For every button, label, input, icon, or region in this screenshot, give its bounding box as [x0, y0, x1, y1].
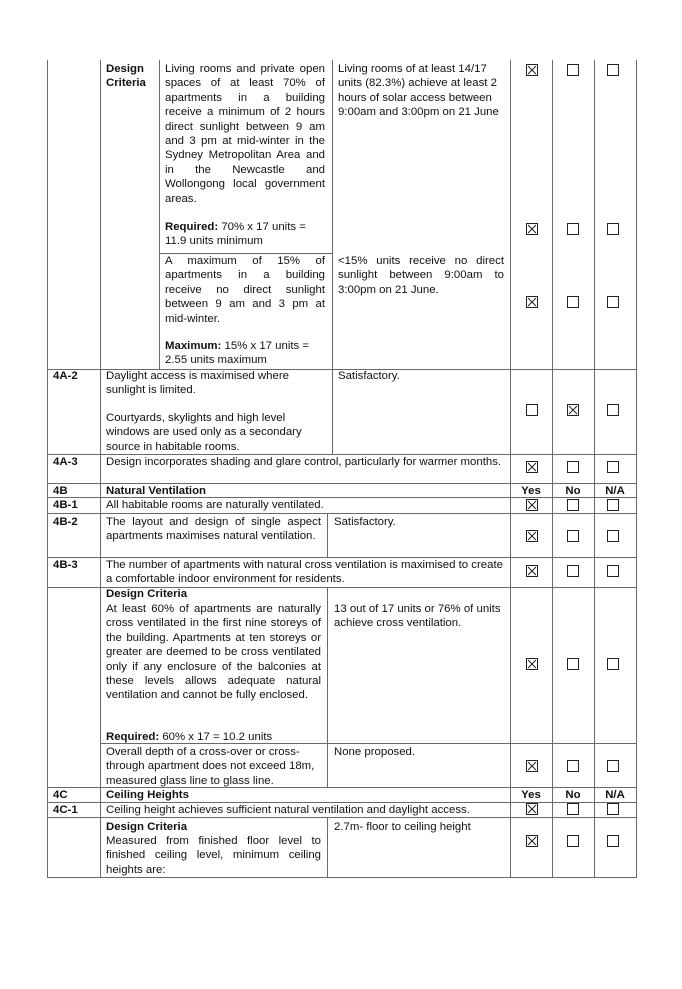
checkbox-yes-r2[interactable]: [526, 296, 538, 308]
single-aspect-text: The layout and design of single aspect apartments maximises natural ventilation.: [106, 516, 321, 543]
checkbox-na-4B-2[interactable]: [607, 530, 619, 542]
header-yes: Yes: [521, 485, 541, 497]
checkbox-na-4A-2[interactable]: [607, 404, 619, 416]
checkbox-na-r2[interactable]: [607, 296, 619, 308]
checkbox-no-4C-criteria[interactable]: [567, 835, 579, 847]
no-sun-comment: <15% units receive no direct sunlight between 9:00am to 3:00pm on 21 June.: [338, 255, 504, 296]
cross-vent-comment: 13 out of 17 units or 76% of units achieve cross ventilation.: [334, 603, 501, 630]
checkbox-na-r1_top[interactable]: [607, 64, 619, 76]
solar-required: Required: 70% x 17 units = 11.9 units minimum: [165, 221, 306, 248]
header-yes-2: Yes: [521, 789, 541, 801]
apartment-depth-text: Overall depth of a cross-over or cross-through apartment does not exceed 18m, measured glass line to glass line.: [106, 746, 315, 787]
checkbox-yes-4A-3[interactable]: [526, 461, 538, 473]
checkbox-yes-4B-1[interactable]: [526, 499, 538, 511]
checkbox-yes-r1_req[interactable]: [526, 223, 538, 235]
row-id-4a-2: 4A-2: [53, 370, 78, 382]
ceiling-criteria-label: Design Criteria: [106, 821, 188, 833]
checkbox-yes-4C-criteria[interactable]: [526, 835, 538, 847]
checkbox-no-4B-3-criteria[interactable]: [567, 658, 579, 670]
checkbox-no-r1_req[interactable]: [567, 223, 579, 235]
courtyard-text: Courtyards, skylights and high level windows are used only as a secondary source in habitable rooms.: [106, 412, 302, 453]
checkbox-yes-4B-3[interactable]: [526, 565, 538, 577]
checkbox-na-4B-3[interactable]: [607, 565, 619, 577]
header-no: No: [565, 485, 581, 497]
single-aspect-comment: Satisfactory.: [334, 516, 396, 528]
checkbox-yes-4B-3-criteria[interactable]: [526, 658, 538, 670]
row-id-4a-3: 4A-3: [53, 456, 78, 468]
checkbox-na-4B-3-criteria[interactable]: [607, 658, 619, 670]
checkbox-na-4C-criteria[interactable]: [607, 835, 619, 847]
design-criteria-label: Design Criteria: [106, 63, 146, 90]
row-id-4b-2: 4B-2: [53, 516, 78, 528]
ceiling-height-text: Ceiling height achieves sufficient natural ventilation and daylight access.: [106, 804, 470, 816]
no-sun-criteria-text: A maximum of 15% of apartments in a building receive no direct sunlight between 9 am and 3 pm at mid-winter.: [165, 255, 325, 325]
daylight-text: Daylight access is maximised where sunlight is limited.: [106, 370, 289, 397]
checkbox-no-r2[interactable]: [567, 296, 579, 308]
checkbox-yes-4A-2[interactable]: [526, 404, 538, 416]
header-no-2: No: [565, 789, 581, 801]
cross-ventilation-text: The number of apartments with natural cross ventilation is maximised to create a comfortable indoor environment for residents.: [106, 559, 503, 586]
habitable-ventilated-text: All habitable rooms are naturally ventilated.: [106, 499, 324, 511]
cross-vent-criteria-label: Design Criteria: [106, 588, 188, 600]
checkbox-no-4C-1[interactable]: [567, 803, 579, 815]
no-sun-maximum: Maximum: 15% x 17 units = 2.55 units maximum: [165, 340, 310, 367]
natural-ventilation-heading: Natural Ventilation: [106, 485, 207, 497]
checkbox-no-4A-2[interactable]: [567, 404, 579, 416]
row-id-4b-1: 4B-1: [53, 499, 78, 511]
checkbox-no-4A-3[interactable]: [567, 461, 579, 473]
cross-vent-criteria-text: At least 60% of apartments are naturally cross ventilated in the first nine storeys of the building. Apartments at ten storeys or greater are deemed to be cross ventilated only if any enclosure of the balconies at these levels allows adequate natural ventilation and cannot be fully enclosed.: [106, 603, 321, 702]
checkbox-yes-r1_top[interactable]: [526, 64, 538, 76]
ceiling-criteria-text: Measured from finished floor level to finished ceiling level, minimum ceiling heights are:: [106, 835, 321, 876]
checkbox-yes-4C-1[interactable]: [526, 803, 538, 815]
header-na: N/A: [605, 485, 625, 497]
shading-text: Design incorporates shading and glare control, particularly for warmer months.: [106, 456, 502, 468]
ceiling-heights-heading: Ceiling Heights: [106, 789, 189, 801]
checkbox-no-4B-2[interactable]: [567, 530, 579, 542]
checkbox-na-4A-3[interactable]: [607, 461, 619, 473]
checkbox-na-r1_req[interactable]: [607, 223, 619, 235]
solar-comment: Living rooms of at least 14/17 units (82.3%) achieve at least 2 hours of solar access between 9:00am and 3:00pm on 21 June: [338, 63, 499, 119]
apartment-depth-comment: None proposed.: [334, 746, 416, 758]
checkbox-na-4B-1[interactable]: [607, 499, 619, 511]
row-id-4c-1: 4C-1: [53, 804, 78, 816]
checkbox-na-4C-1[interactable]: [607, 803, 619, 815]
checkbox-yes-4B-3-depth[interactable]: [526, 760, 538, 772]
checkbox-no-r1_top[interactable]: [567, 64, 579, 76]
row-id-4b: 4B: [53, 485, 68, 497]
checkbox-na-4B-3-depth[interactable]: [607, 760, 619, 772]
header-na-2: N/A: [605, 789, 625, 801]
checkbox-no-4B-1[interactable]: [567, 499, 579, 511]
checkbox-yes-4B-2[interactable]: [526, 530, 538, 542]
cross-vent-required: Required: 60% x 17 = 10.2 units: [106, 731, 273, 743]
checkbox-no-4B-3[interactable]: [567, 565, 579, 577]
ceiling-criteria-comment: 2.7m- floor to ceiling height: [334, 821, 471, 833]
row-id-4c: 4C: [53, 789, 68, 801]
checkbox-no-4B-3-depth[interactable]: [567, 760, 579, 772]
row-id-4b-3: 4B-3: [53, 559, 78, 571]
solar-criteria-text: Living rooms and private open spaces of at least 70% of apartments in a building receive a minimum of 2 hours direct sunlight between 9 am and 3 pm at mid-winter in the Sydney Metropolitan Area and in the Newcastle and Wollongong local government areas.: [165, 63, 325, 205]
daylight-comment: Satisfactory.: [338, 370, 400, 382]
